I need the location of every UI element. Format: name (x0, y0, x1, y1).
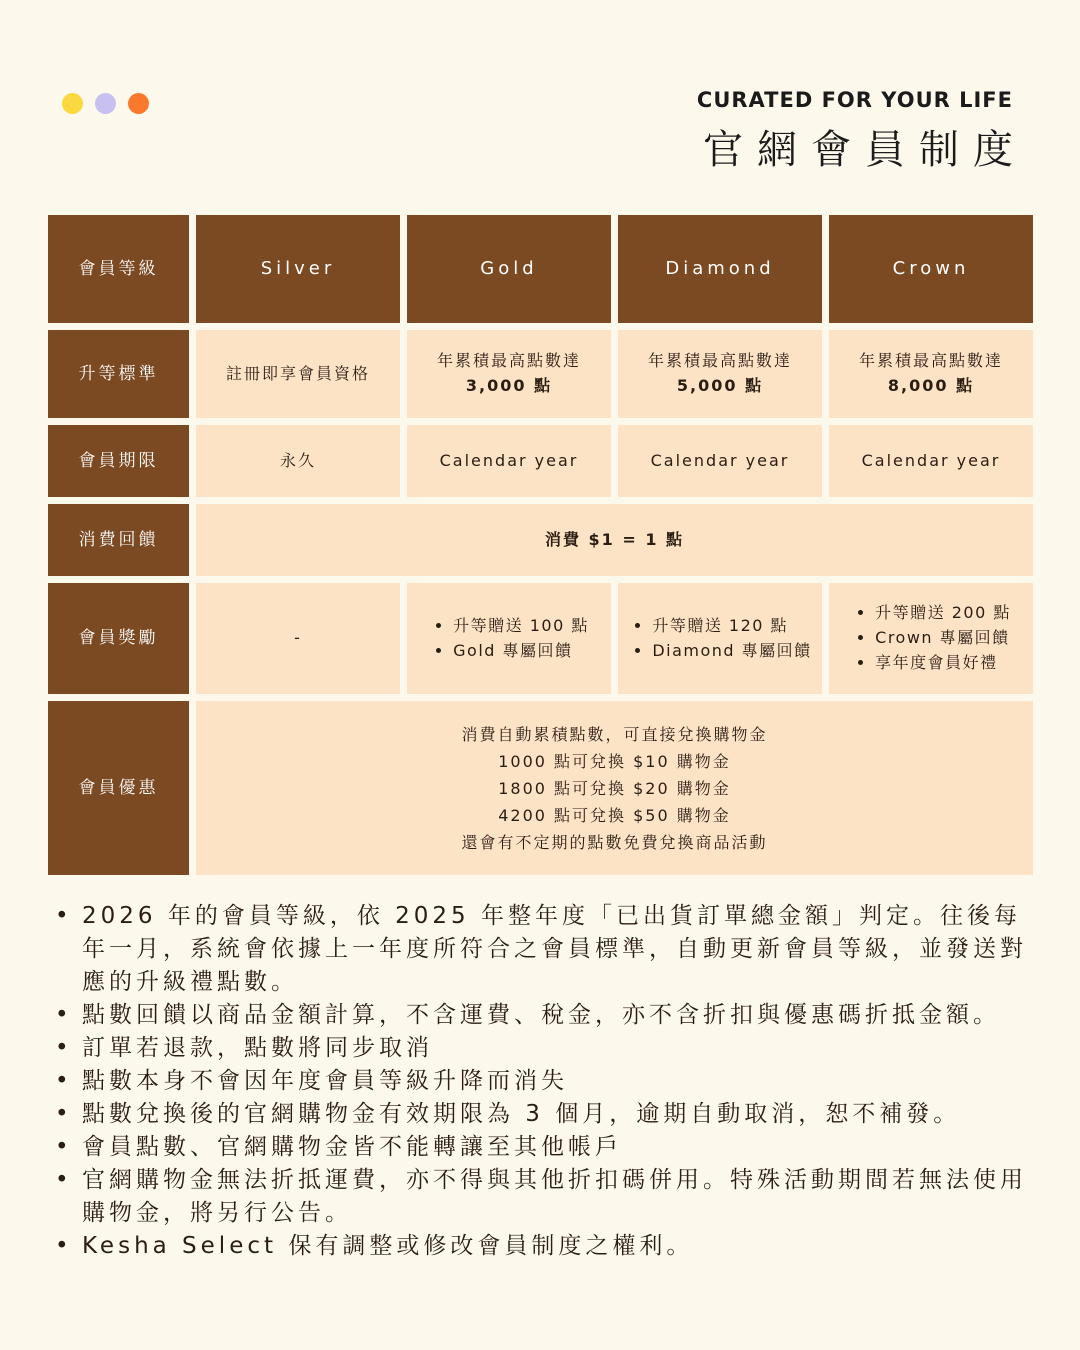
period-diamond: Calendar year (618, 425, 822, 497)
upgrade-diamond-points: 5,000 點 (676, 376, 764, 395)
perks-line: 4200 點可兌換 $50 購物金 (498, 805, 731, 825)
page-title: 官網會員制度 (703, 127, 1027, 173)
upgrade-crown (829, 330, 1033, 418)
note-item: • 點數回饋以商品金額計算，不含運費、稅金，亦不含折扣與優惠碼折抵金額。 (55, 999, 1033, 1032)
upgrade-diamond (618, 330, 822, 418)
orange-dot-icon (128, 93, 149, 114)
period-label: 會員期限 (48, 425, 189, 497)
reward-label: 消費回饋 (48, 504, 189, 576)
list-item: • 升等贈送 100 點 (453, 614, 589, 639)
bonus-row (48, 583, 1032, 694)
header-level-label: 會員等級 (48, 215, 189, 323)
page-header (696, 88, 1027, 175)
upgrade-gold (407, 330, 611, 418)
bonus-gold-list (429, 614, 589, 664)
bonus-diamond (618, 583, 822, 694)
yellow-dot-icon (62, 93, 83, 114)
period-gold: Calendar year (407, 425, 611, 497)
list-item: • Crown 專屬回饋 (875, 626, 1011, 651)
page-subtitle: CURATED FOR YOUR LIFE (696, 88, 1013, 112)
bonus-crown (829, 583, 1033, 694)
bonus-crown-list (851, 601, 1011, 675)
list-item: • 升等贈送 120 點 (652, 614, 811, 639)
bonus-silver: - (196, 583, 400, 694)
list-item: • 享年度會員好禮 (875, 651, 1011, 676)
list-item: • Gold 專屬回饋 (453, 639, 589, 664)
header-gold: Gold (407, 215, 611, 323)
note-item: • 點數本身不會因年度會員等級升降而消失 (55, 1065, 1033, 1098)
perks-label: 會員優惠 (48, 701, 189, 875)
header-crown: Crown (829, 215, 1033, 323)
perks-line: 消費自動累積點數，可直接兌換購物金 (461, 724, 768, 744)
perks-line: 1800 點可兌換 $20 購物金 (498, 778, 731, 798)
window-dots (62, 93, 149, 114)
note-item: • 訂單若退款，點數將同步取消 (55, 1032, 1033, 1065)
perks-line: 1000 點可兌換 $10 購物金 (498, 751, 731, 771)
header-diamond: Diamond (618, 215, 822, 323)
note-item: • 點數兌換後的官網購物金有效期限為 3 個月，逾期自動取消，恕不補發。 (55, 1098, 1033, 1131)
upgrade-row (48, 330, 1032, 418)
bonus-label: 會員獎勵 (48, 583, 189, 694)
upgrade-gold-text: 年累積最高點數達 (436, 351, 581, 371)
period-silver: 永久 (196, 425, 400, 497)
header-silver: Silver (196, 215, 400, 323)
period-row (48, 425, 1032, 497)
note-item: • Kesha Select 保有調整或修改會員制度之權利。 (55, 1230, 1033, 1263)
reward-row (48, 504, 1032, 576)
upgrade-crown-points: 8,000 點 (887, 376, 975, 395)
upgrade-label: 升等標準 (48, 330, 189, 418)
upgrade-crown-text: 年累積最高點數達 (858, 351, 1003, 371)
notes-list (55, 900, 1033, 1263)
period-crown: Calendar year (829, 425, 1033, 497)
note-item: • 2026 年的會員等級，依 2025 年整年度「已出貨訂單總金額」判定。往後每年一月，系統會依據上一年度所符合之會員標準，自動更新會員等級，並發送對應的升級禮點數。 (55, 900, 1033, 999)
list-item: • Diamond 專屬回饋 (652, 639, 811, 664)
bonus-gold (407, 583, 611, 694)
bonus-diamond-list (628, 614, 811, 664)
perks-row (48, 701, 1032, 875)
reward-value: 消費 $1 = 1 點 (196, 504, 1033, 576)
note-item: • 會員點數、官網購物金皆不能轉讓至其他帳戶 (55, 1131, 1033, 1164)
list-item: • 升等贈送 200 點 (875, 601, 1011, 626)
membership-table (48, 215, 1032, 882)
upgrade-gold-points: 3,000 點 (465, 376, 553, 395)
table-header-row (48, 215, 1032, 323)
upgrade-diamond-text: 年累積最高點數達 (647, 351, 792, 371)
upgrade-silver: 註冊即享會員資格 (196, 330, 400, 418)
perks-line: 還會有不定期的點數免費兌換商品活動 (461, 832, 768, 852)
note-item: • 官網購物金無法折抵運費，亦不得與其他折扣碼併用。特殊活動期間若無法使用購物金，將另行公告。 (55, 1164, 1033, 1230)
lavender-dot-icon (95, 93, 116, 114)
perks-content (196, 701, 1033, 875)
